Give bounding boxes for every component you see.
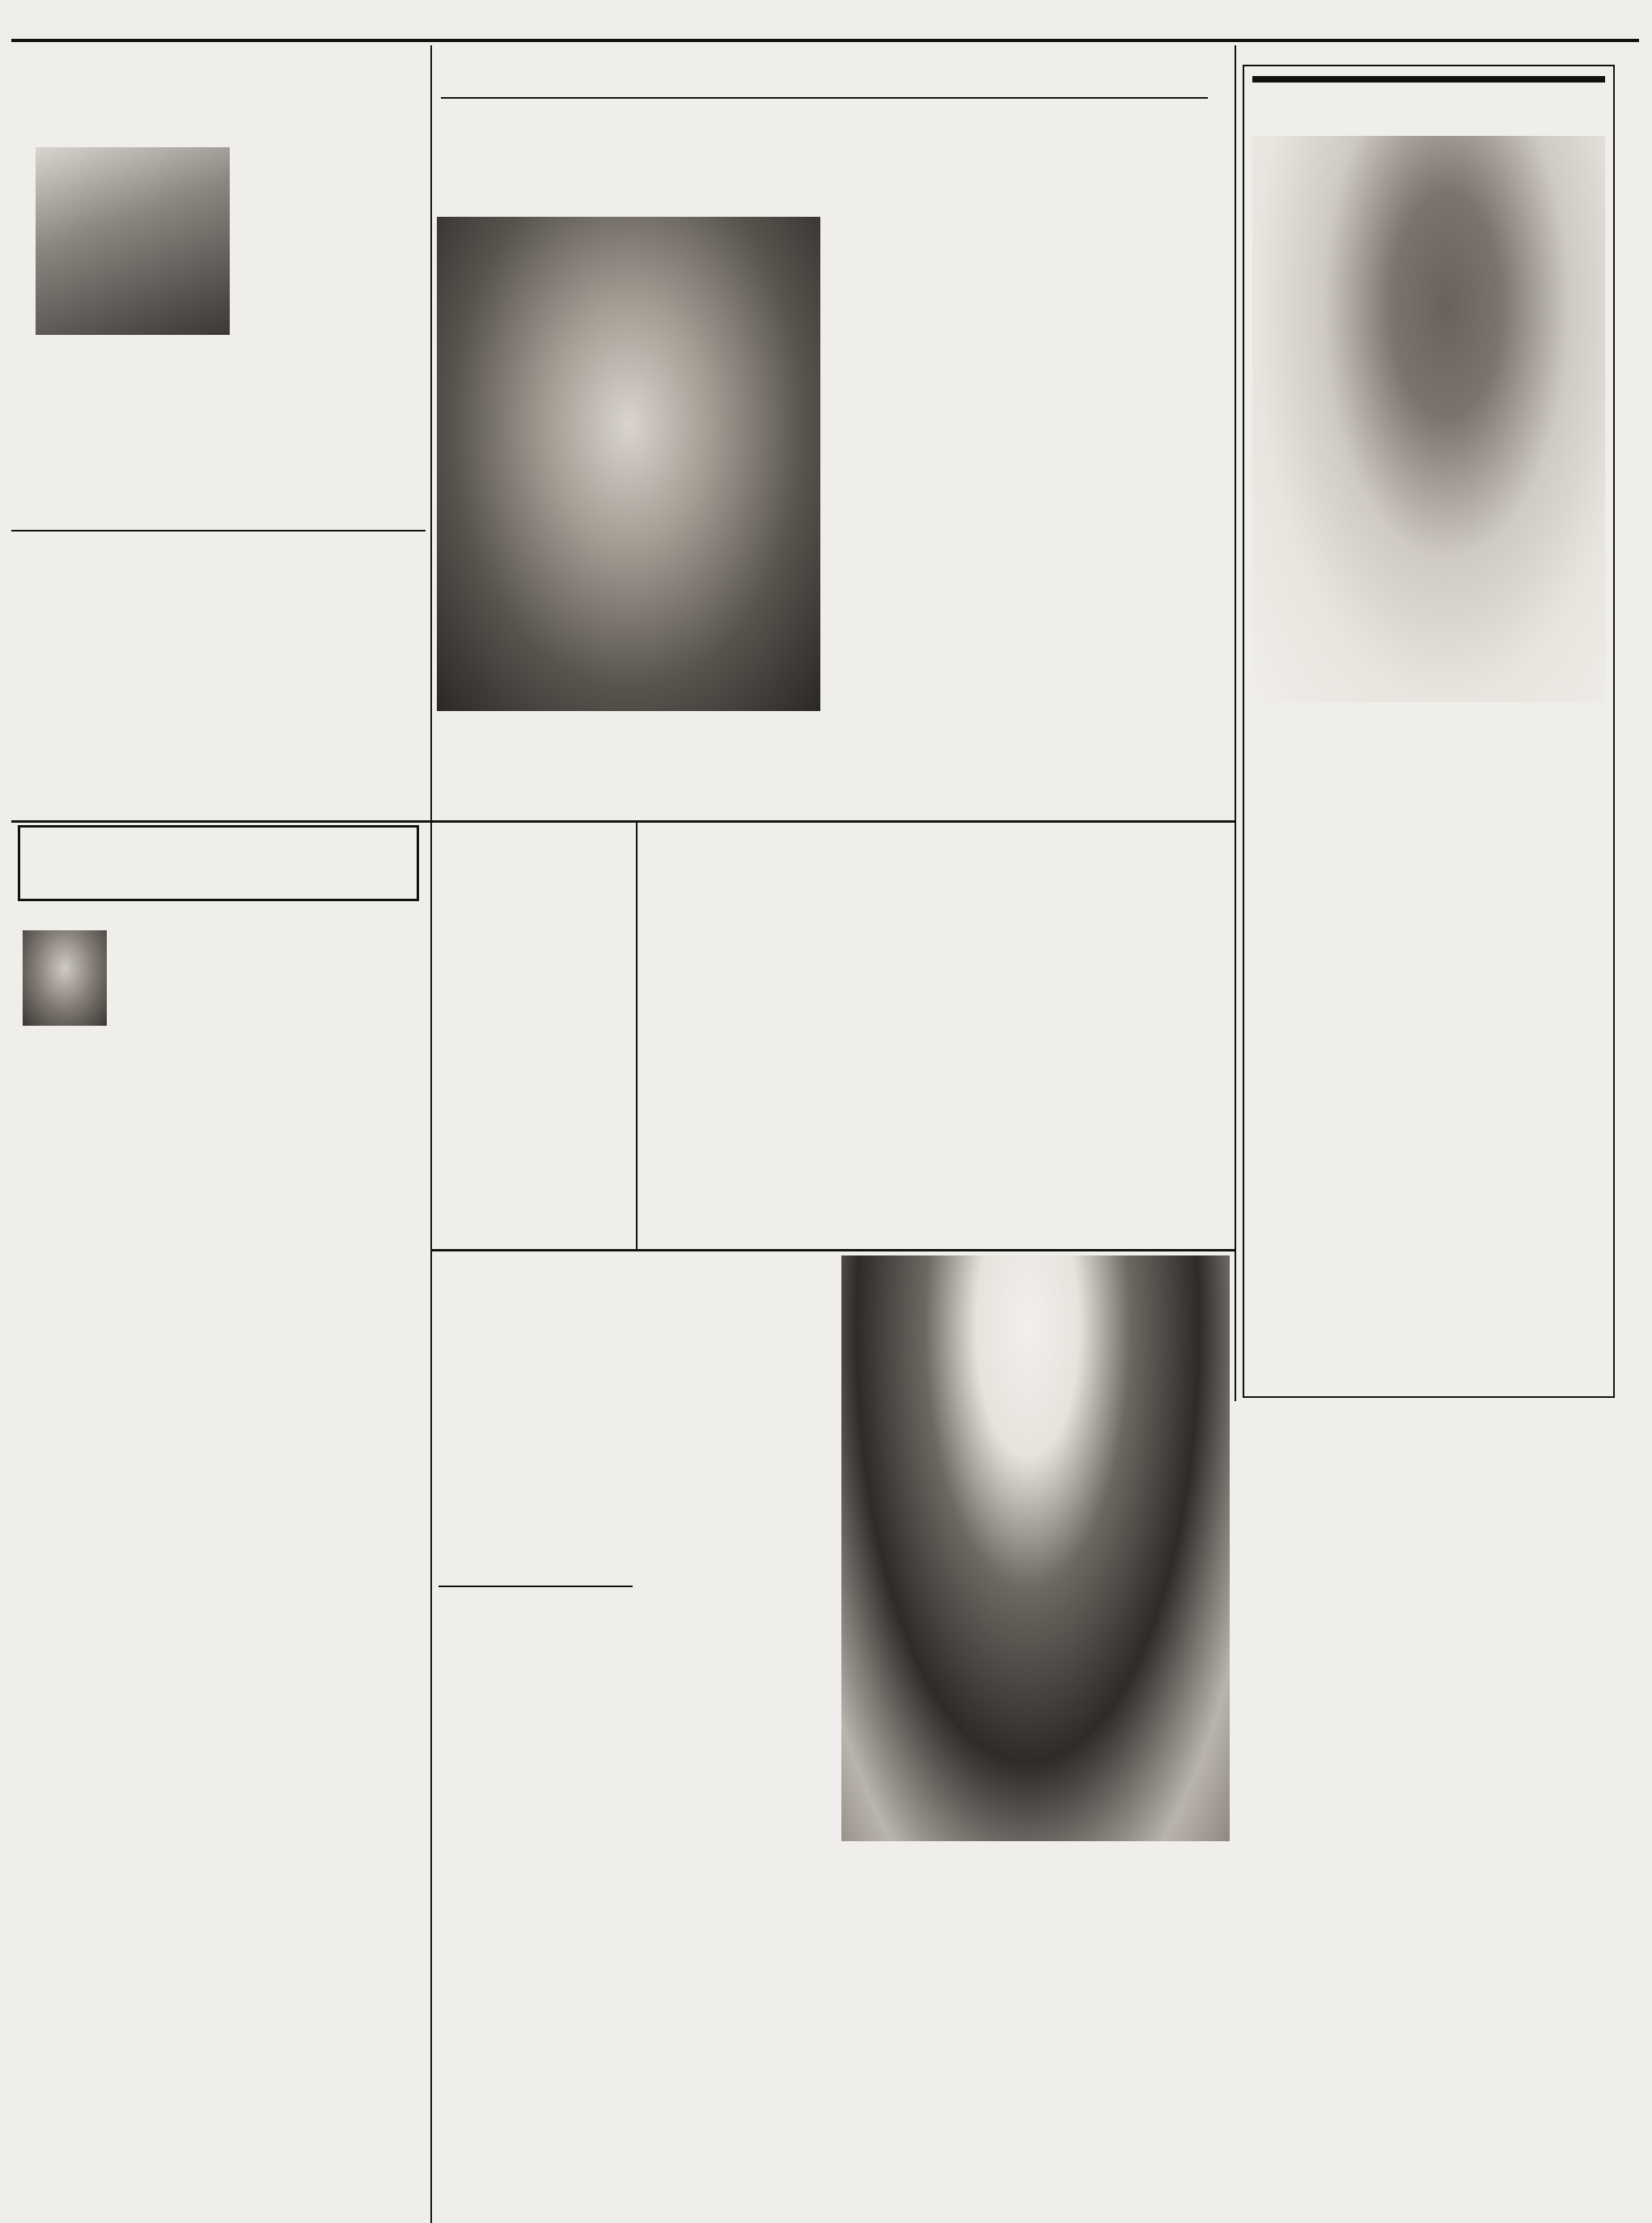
off-record-banner [1252, 76, 1605, 83]
walesa-col1 [443, 1336, 631, 1579]
briefly-items [23, 906, 422, 1380]
off-record-t1 [1252, 841, 1605, 1055]
nkorea-col1 [641, 922, 828, 1244]
briefly-items-continued [23, 1395, 422, 2218]
zhirinovsky-col1 [36, 340, 230, 524]
goldstein-caption [442, 717, 822, 814]
briefly-banner [18, 825, 419, 901]
plo-col1 [838, 217, 1026, 815]
off-record-t3 [1252, 1319, 1605, 1396]
zhirinovsky-photo [36, 147, 230, 335]
nkorea-col2 [841, 922, 1029, 1244]
walesa-col2 [644, 1336, 832, 2213]
campbell-photo [1252, 136, 1605, 702]
chef-caption [841, 1846, 1230, 2202]
gulf-col2 [228, 605, 422, 809]
nkorea-col3 [1042, 922, 1230, 1244]
plo-col2 [1037, 217, 1225, 815]
amnesty-text [443, 900, 631, 1239]
chef-photo [841, 1255, 1230, 1841]
off-record-t2 [1252, 1112, 1605, 1288]
masthead-rule [11, 39, 1639, 42]
shevardnadze-photo [23, 930, 107, 1026]
campbell-caption [1252, 707, 1605, 817]
kashmir-text [443, 1649, 631, 2213]
goldstein-photo [437, 217, 820, 711]
gulf-col1 [26, 605, 222, 809]
zhirinovsky-col2 [236, 147, 424, 524]
